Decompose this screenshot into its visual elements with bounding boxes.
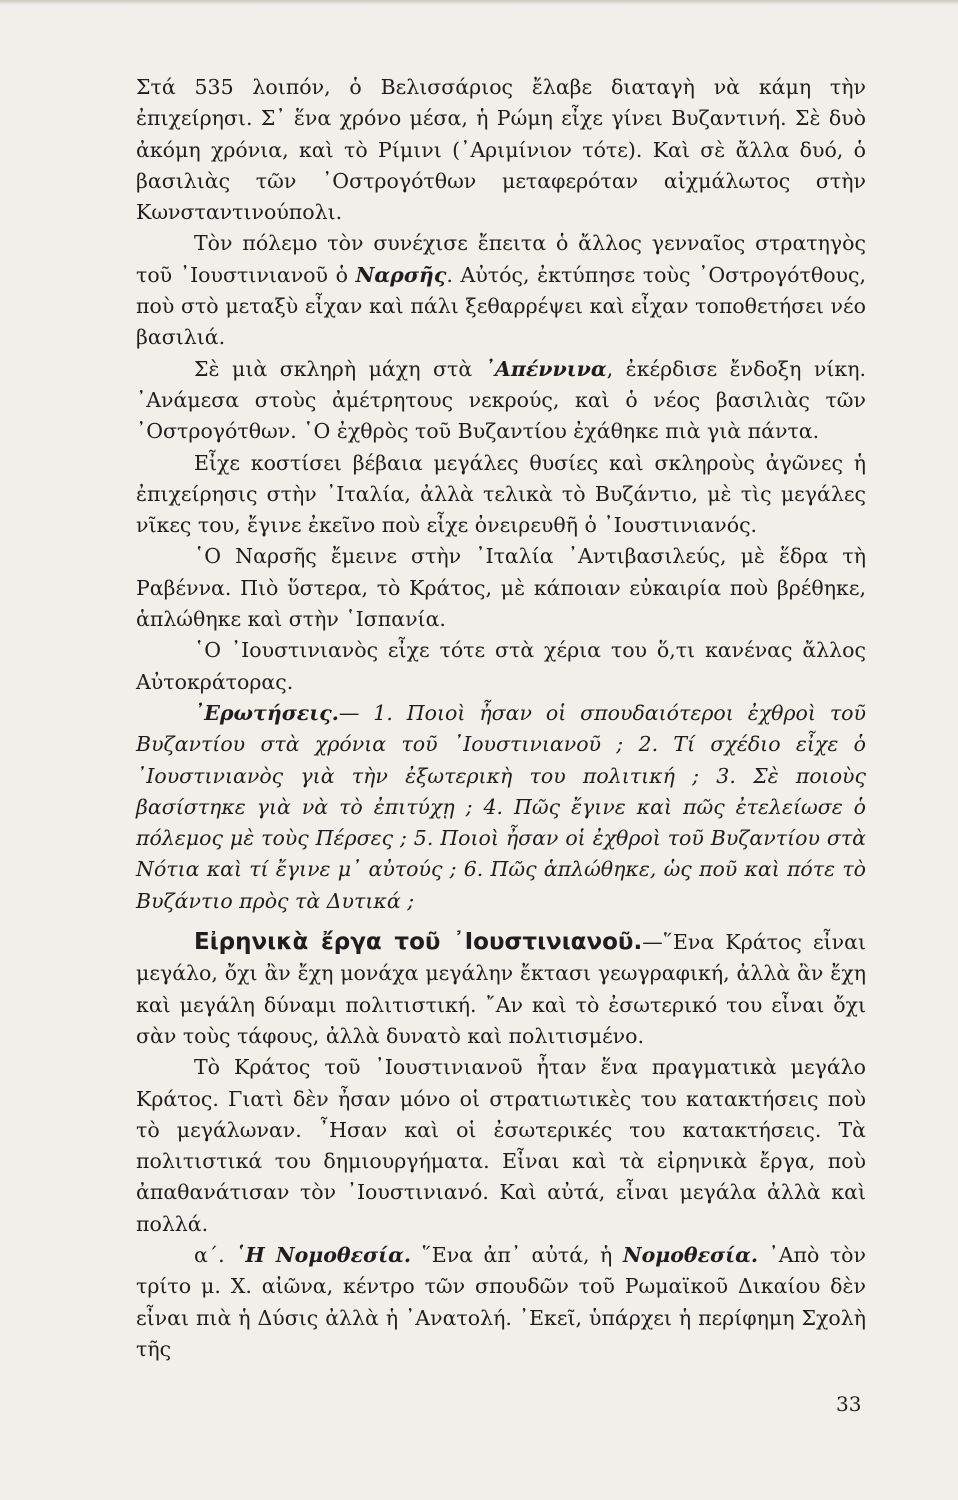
text-run: ῾Ο Ναρσῆς ἔμεινε στὴν ᾿Ιταλία ᾿Αντιβασιλεύς, μὲ ἕδρα τὴ Ραβέννα. Πιὸ ὕστερα, τὸ Κράτος, μὲ κάποιαν εὐκαιρία ποὺ βρέθηκε, ἁπλώθηκε καὶ στὴν ῾Ισπανία. <box>136 544 866 632</box>
questions-heading: ᾿Ερωτήσεις. <box>194 700 339 725</box>
paragraph <box>136 1052 866 1240</box>
paragraph <box>136 72 866 228</box>
section-heading: Εἰρηνικὰ ἔργα τοῦ ᾿Ιουστινιανοῦ. <box>194 929 643 956</box>
text-run: Στά 535 λοιπόν, ὁ Βελισσάριος ἔλαβε διαταγὴ νὰ κάμη τὴν ἐπιχείρησι. Σ᾿ ἕνα χρόνο μέσα, ἡ Ρώμη εἶχε γίνει Βυζαντινή. Σὲ δυὸ ἀκόμη χρόνια, καὶ τὸ Ρίμινι (᾿Αριμίνιον τότε). Καὶ σὲ ἄλλα δυό, ὁ βασιλιὰς τῶν ᾿Οστρογότθων μεταφερόταν αἰχμάλωτος στὴν Κωνσταντινούπολι. <box>136 75 866 225</box>
text-run: . Αὐτός, ἐκτύπησε τοὺς ᾿Οστρογότθους, ποὺ στὸ μεταξὺ εἶχαν καὶ πάλι ξεθαρρέψει καὶ εἶχαν τοποθετήσει νέο βασιλιά. <box>136 262 866 350</box>
questions-text: — 1. Ποιοὶ ἦσαν οἱ σπουδαιότεροι ἐχθροὶ τοῦ Βυζαντίου στὰ χρόνια τοῦ ᾿Ιουστινιανοῦ ; 2. Τί σχέδιο εἶχε ὁ ᾿Ιουστινιανὸς γιὰ τὴν ἐξωτερικὴ του πολιτική ; 3. Σὲ ποιοὺς βασίστηκε γιὰ νὰ τὸ ἐπιτύχῃ ; 4. Πῶς ἔγινε καὶ πῶς ἐτελείωσε ὁ πόλεμος μὲ τοὺς Πέρσες ; 5. Ποιοὶ ἦσαν οἱ ἐχθροὶ τοῦ Βυζαντίου στὰ Νότια καὶ τί ἔγινε μ᾿ αὐτούς ; 6. Πῶς ἁπλώθηκε, ὡς ποῦ καὶ πότε τὸ Βυζάντιο πρὸς τὰ Δυτικά ; <box>136 700 866 913</box>
section-paragraph <box>136 927 866 1052</box>
name-narses: Ναρσῆς <box>355 262 447 287</box>
text-run: α΄. <box>194 1242 236 1267</box>
text-run: Εἶχε κοστίσει βέβαια μεγάλες θυσίες καὶ σκληροὺς ἀγῶνες ἡ ἐπιχείρησις στὴν ᾿Ιταλία, ἀλλὰ τελικὰ τὸ Βυζάντιο, μὲ τὶς μεγάλες νῖκες του, ἔγινε ἐκεῖνο ποὺ εἶχε ὀνειρευθῆ ὁ ᾿Ιουστινιανός. <box>136 450 866 538</box>
term-legislation: Νομοθεσία. <box>622 1242 758 1267</box>
place-apennines: ᾿Απέννινα <box>484 356 607 381</box>
questions-paragraph <box>136 698 866 917</box>
paragraph <box>136 635 866 698</box>
body-text <box>136 72 866 1365</box>
subheading-legislation: ῾Η Νομοθεσία. <box>235 1242 412 1267</box>
text-run: —῞Ενα Κράτος εἶναι μεγάλο, ὄχι ἂν ἔχη μονάχα μεγάλην ἔκτασι γεωγραφική, ἀλλὰ ἂν ἔχη καὶ μεγάλη δύναμι πολιτιστική. ῎Αν καὶ τὸ ἐσωτερικό του εἶναι ὄχι σὰν τοὺς τάφους, ἀλλὰ δυνατὸ καὶ πολιτισμένο. <box>136 930 866 1048</box>
text-run: Τὸν πόλεμο τὸν συνέχισε ἔπειτα ὁ ἄλλος γενναῖος στρατηγὸς τοῦ ᾿Ιουστινιανοῦ ὁ <box>136 231 866 287</box>
paragraph <box>136 448 866 542</box>
text-run: Σὲ μιὰ σκληρὴ μάχη στὰ <box>194 356 485 381</box>
text-run: ῞Ενα ἀπ᾿ αὐτά, ἡ <box>411 1242 623 1267</box>
paragraph <box>136 1240 866 1365</box>
text-run: ᾿Απὸ τὸν τρίτο μ. Χ. αἰῶνα, κέντρο τῶν σπουδῶν τοῦ Ρωμαϊκοῦ Δικαίου δὲν εἶναι πιὰ ἡ Δύσις ἀλλὰ ἡ ᾿Ανατολή. ᾿Εκεῖ, ὑπάρχει ἡ περίφημη Σχολὴ τῆς <box>136 1242 866 1361</box>
paragraph <box>136 354 866 448</box>
page-number: 33 <box>836 1392 862 1416</box>
page-top-edge <box>0 0 958 5</box>
text-run: ῾Ο ᾿Ιουστινιανὸς εἶχε τότε στὰ χέρια του ὅ,τι κανένας ἄλλος Αὐτοκράτορας. <box>136 638 866 694</box>
paragraph <box>136 541 866 635</box>
paragraph <box>136 228 866 353</box>
text-run: , ἐκέρδισε ἔνδοξη νίκη. ᾿Ανάμεσα στοὺς ἀμέτρητους νεκρούς, καὶ ὁ νέος βασιλιὰς τῶν ᾿Οστρογότθων. ῾Ο ἐχθρὸς τοῦ Βυζαντίου ἐχάθηκε πιὰ γιὰ πάντα. <box>136 356 866 444</box>
text-run: Τὸ Κράτος τοῦ ᾿Ιουστινιανοῦ ἦταν ἕνα πραγματικὰ μεγάλο Κράτος. Γιατὶ δὲν ἦσαν μόνο οἱ στρατιωτικὲς του κατακτήσεις ποὺ τὸ μεγάλωναν. ῏Ησαν καὶ οἱ ἐσωτερικές του κατακτήσεις. Τὰ πολιτιστικά του δημιουργήματα. Εἶναι καὶ τὰ εἰρηνικὰ ἔργα, ποὺ ἀπαθανάτισαν τὸν ᾿Ιουστινιανό. Καὶ αὐτά, εἶναι μεγάλα ἀλλὰ καὶ πολλά. <box>136 1055 866 1236</box>
